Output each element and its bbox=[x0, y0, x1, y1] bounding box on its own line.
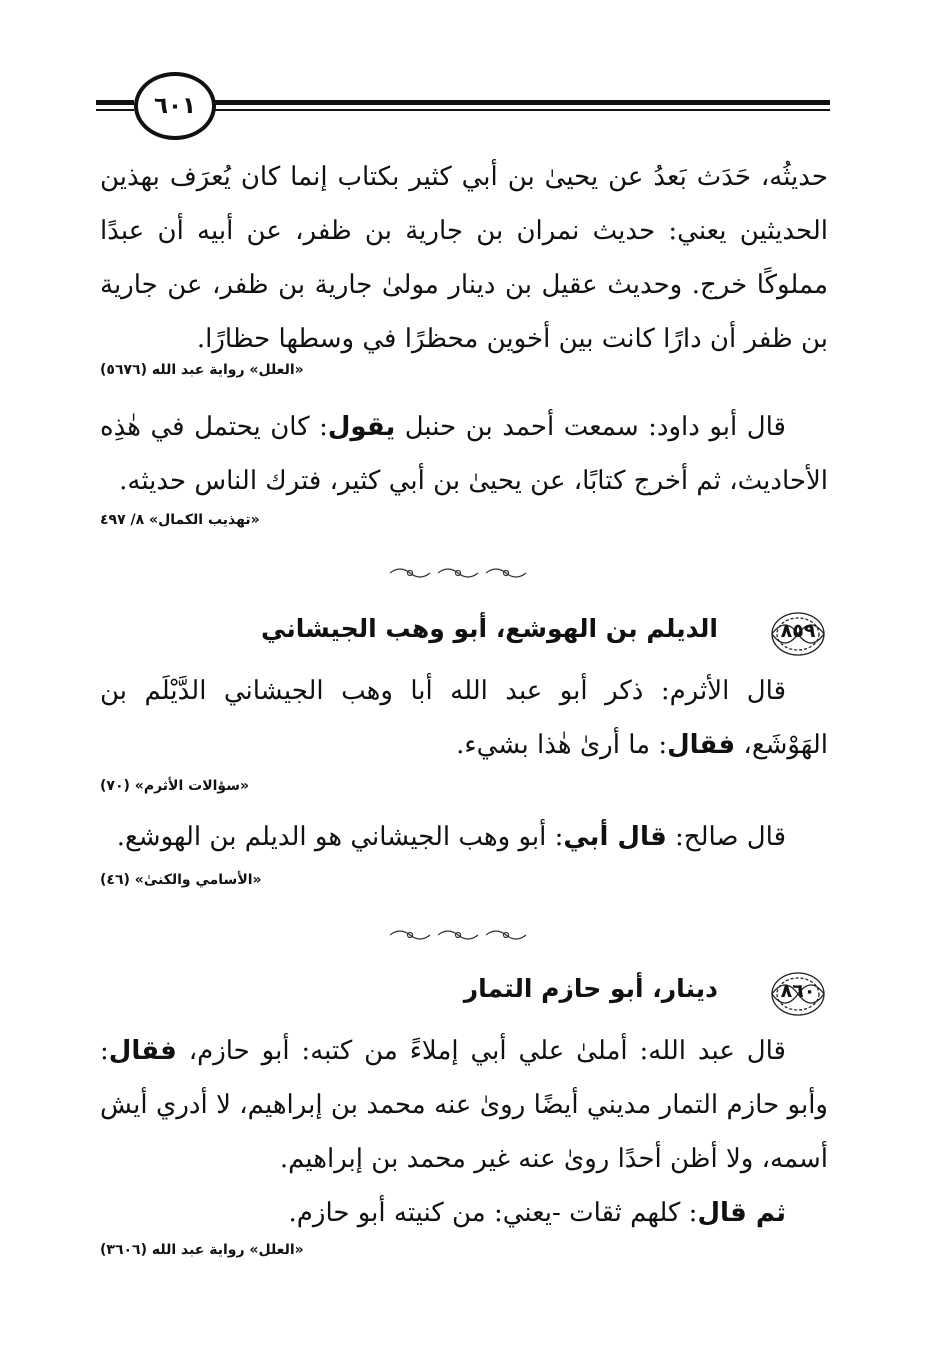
page-number: ٦٠١ bbox=[153, 93, 197, 119]
entry-title: دينار، أبو حازم التمار bbox=[463, 974, 718, 1003]
paragraph-text bbox=[100, 1024, 828, 1186]
text-run: : ما أرىٰ هٰذا بشيء. bbox=[456, 730, 668, 760]
text-run: قال أبو داود: سمعت أحمد بن حنبل bbox=[395, 412, 786, 442]
source-citation: «تهذيب الكمال» ٨/ ٤٩٧ bbox=[100, 512, 260, 528]
paragraph-text bbox=[100, 664, 828, 772]
paragraph-text bbox=[100, 400, 828, 508]
text-run: قال صالح: bbox=[666, 822, 786, 852]
source-citation: «سؤالات الأثرم» (٧٠) bbox=[100, 778, 250, 794]
page-number-circle bbox=[134, 72, 216, 140]
ornament-divider bbox=[382, 928, 542, 942]
page-header bbox=[0, 0, 942, 150]
entry-number: ٨٥٩ bbox=[780, 620, 816, 642]
header-rule-thin bbox=[212, 109, 830, 111]
paragraph-block-1 bbox=[100, 150, 828, 366]
entry-heading bbox=[100, 968, 828, 1024]
header-rule-left-thin bbox=[96, 109, 134, 111]
source-citation: «العلل» رواية عبد الله (٥٦٧٦) bbox=[100, 362, 304, 378]
ornament-divider bbox=[382, 566, 542, 580]
bold-run: فقال bbox=[667, 730, 736, 760]
paragraph-text: حديثُه، حَدَث بَعدُ عن يحيىٰ بن أبي كثير بكتاب إنما كان يُعرَف بهذين الحديثين يعني: حديث نمران بن جارية بن ظفر، عن أبيه أن عبدًا مملوكًا خرج. وحديث عقيل بن دينار مولىٰ جارية بن ظفر، عن جارية بن ظفر أن دارًا كانت بين أخوين محظرًا في وسطها حظارًا. bbox=[100, 162, 828, 354]
paragraph-block-4 bbox=[100, 810, 828, 864]
text-run: قال عبد الله: أملىٰ علي أبي إملاءً من كتبه: أبو حازم، bbox=[176, 1036, 786, 1066]
source-citation: «العلل» رواية عبد الله (٣٦٠٦) bbox=[100, 1242, 304, 1258]
text-run: : أبو وهب الجيشاني هو الديلم بن الهوشع. bbox=[116, 822, 564, 852]
bold-run: ثم قال bbox=[697, 1198, 786, 1228]
entry-title: الديلم بن الهوشع، أبو وهب الجيشاني bbox=[261, 614, 718, 643]
text-run: : وأبو حازم التمار مديني أيضًا روىٰ عنه محمد بن إبراهيم، لا أدري أيش أسمه، ولا أظن أحدًا روىٰ عنه غير محمد بن إبراهيم. bbox=[100, 1036, 828, 1174]
paragraph-block-5 bbox=[100, 1024, 828, 1240]
entry-heading bbox=[100, 608, 828, 664]
header-rule-left bbox=[96, 100, 134, 105]
bold-run: يقول bbox=[327, 412, 396, 442]
source-citation: «الأسامي والكنىٰ» (٤٦) bbox=[100, 872, 262, 888]
entry-number: ٨٦٠ bbox=[780, 980, 816, 1002]
paragraph-block-2 bbox=[100, 400, 828, 508]
paragraph-text bbox=[100, 810, 828, 864]
bold-run: فقال bbox=[108, 1036, 177, 1066]
paragraph-block-3 bbox=[100, 664, 828, 772]
text-run: : كلهم ثقات -يعني: من كنيته أبو حازم. bbox=[288, 1198, 698, 1228]
text-run: : كان يحتمل في هٰذِه الأحاديث، ثم أخرج كتابًا، عن يحيىٰ بن أبي كثير، فترك الناس حديثه. bbox=[100, 412, 828, 496]
text-run: قال الأثرم: ذكر أبو عبد الله أبا وهب الجيشاني الدَّيْلَم بن الهَوْشَع، bbox=[100, 676, 828, 760]
header-rule bbox=[212, 100, 830, 105]
paragraph-text bbox=[100, 1186, 828, 1240]
bold-run: قال أبي bbox=[563, 822, 667, 852]
